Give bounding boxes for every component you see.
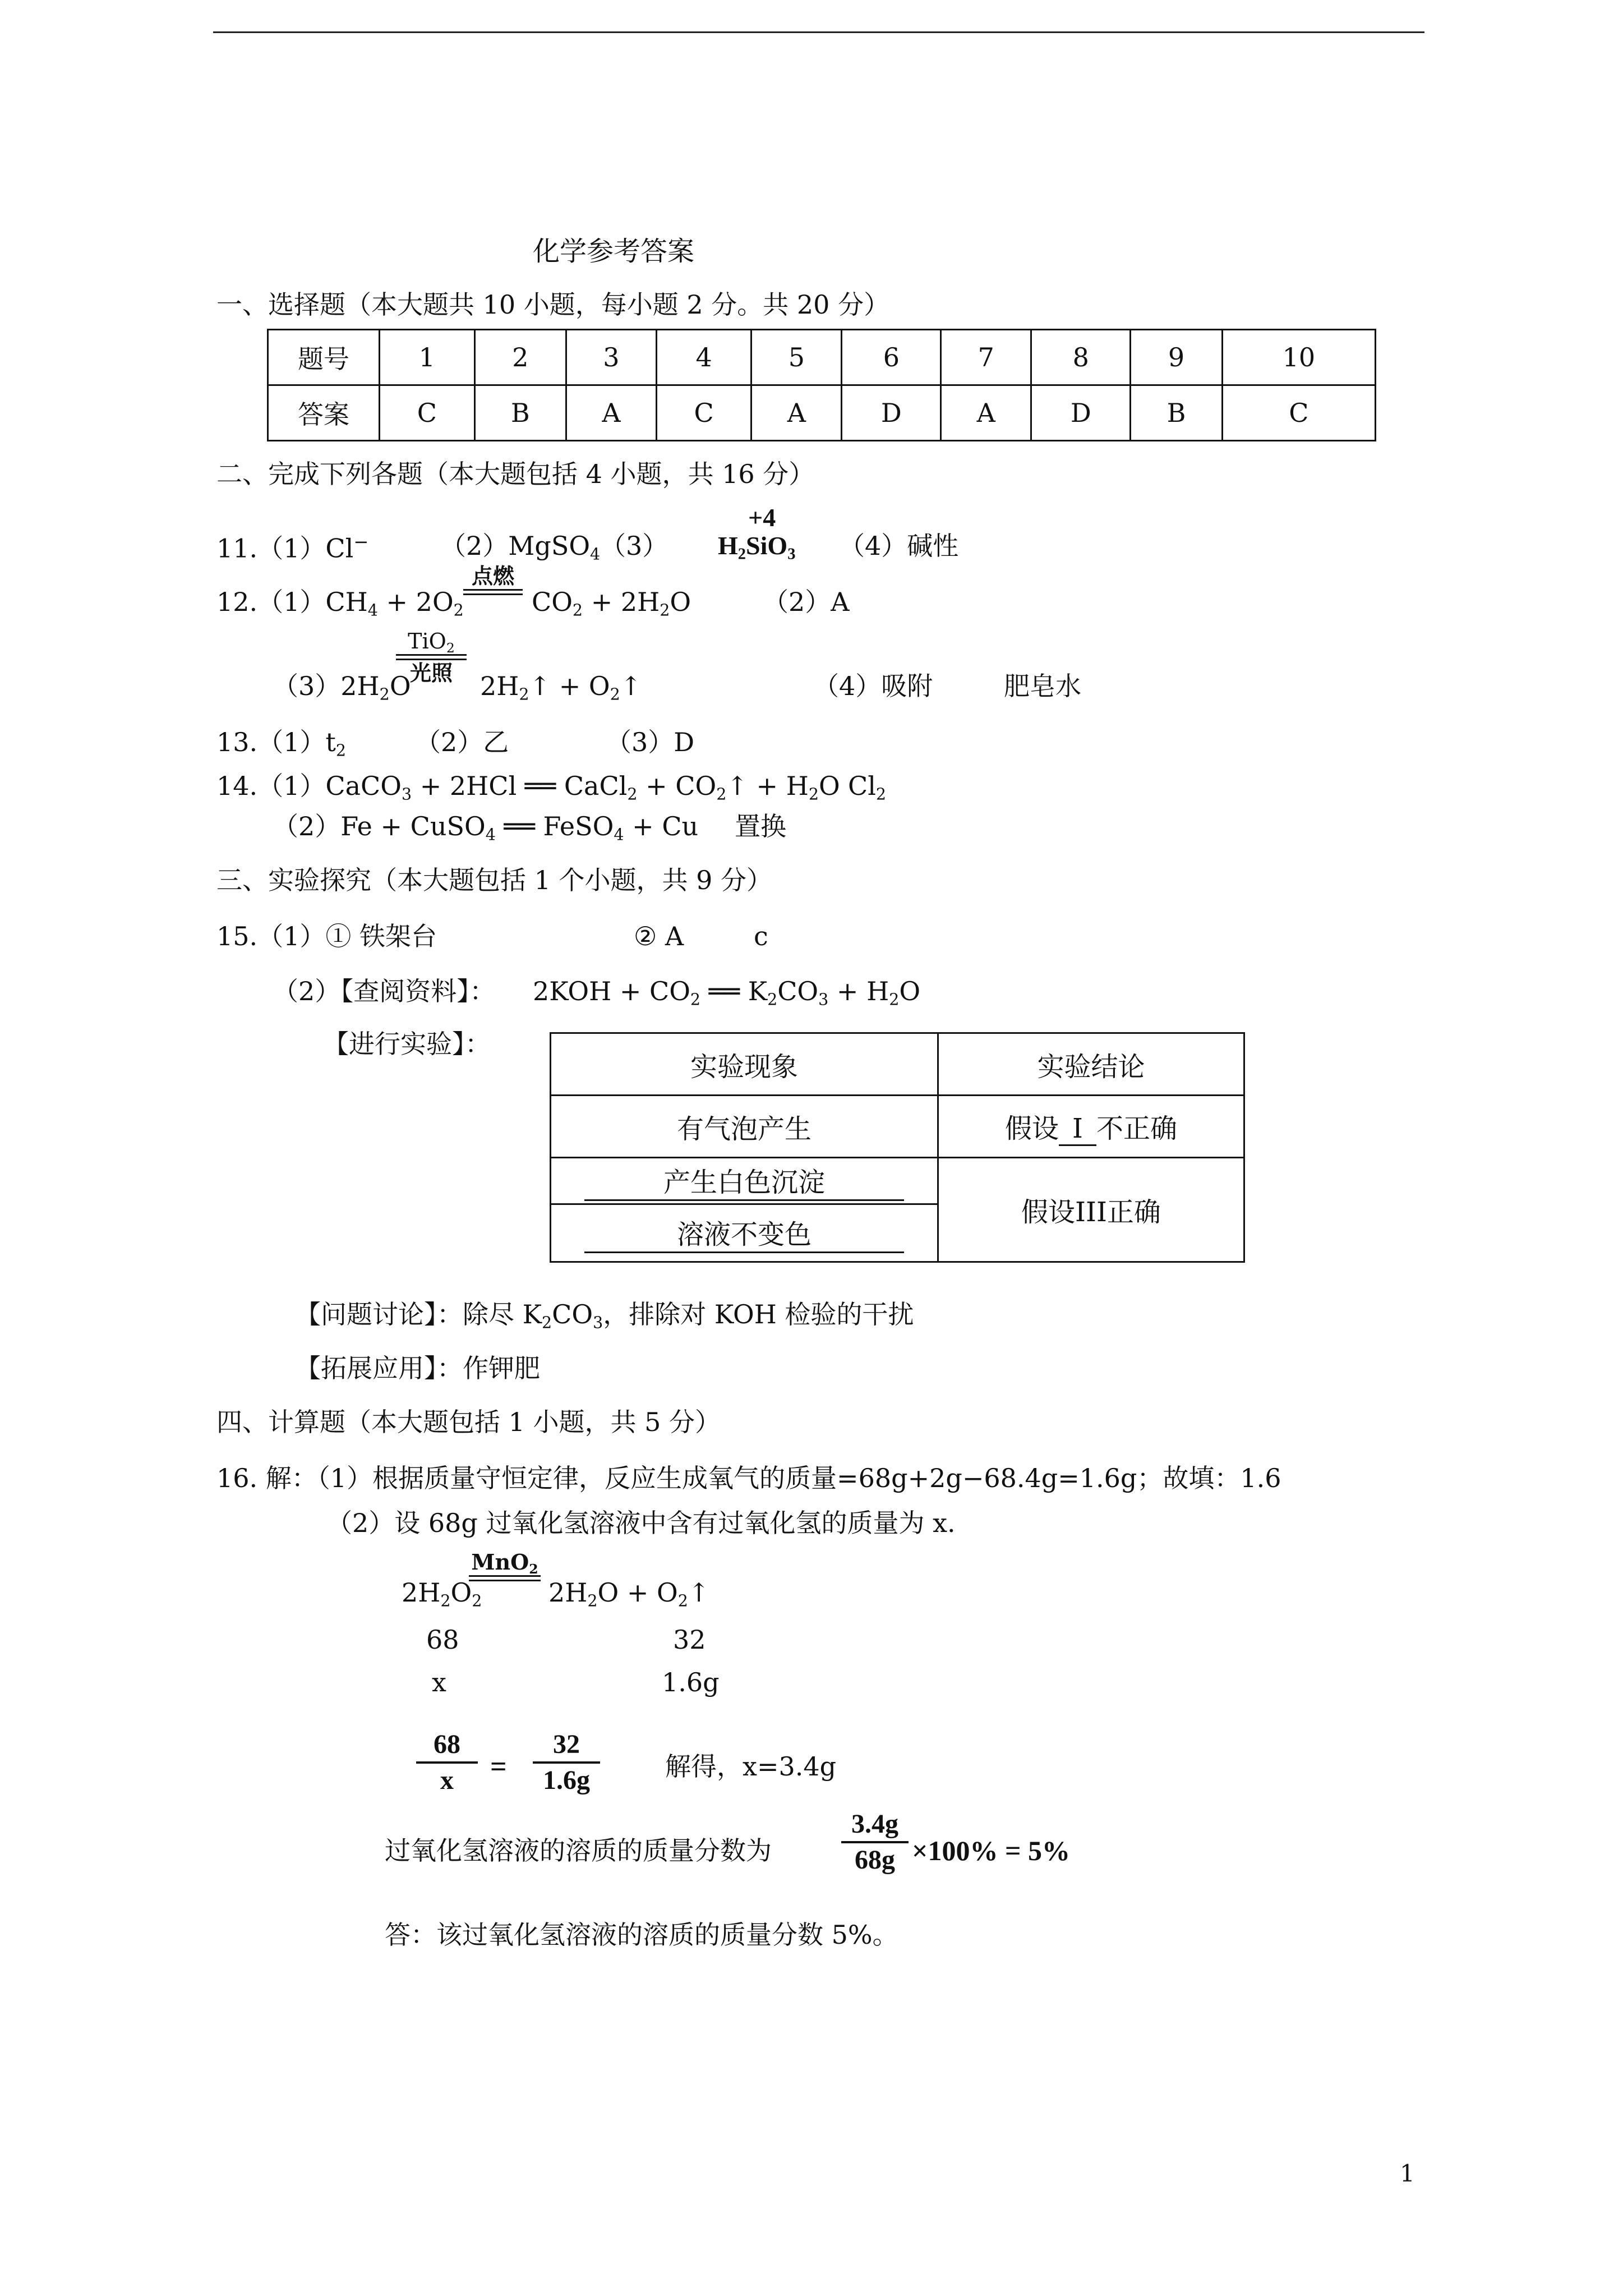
- table-cell: 有气泡产生: [551, 1096, 938, 1158]
- table-cell: A: [751, 385, 842, 441]
- table-row: [551, 1158, 1244, 1204]
- q12-line1-products: $CO_2 + 2H_2O$: [532, 587, 691, 620]
- table-cell: 答案: [268, 385, 380, 441]
- q12-soap-water: 肥皂水: [1004, 671, 1081, 701]
- q11-part2: （2）MgSO$_4$: [440, 531, 601, 564]
- header-rule: [213, 31, 1424, 33]
- table-cell: A: [941, 385, 1031, 441]
- table-header-cell: 实验结论: [938, 1033, 1244, 1096]
- q15-extension: 【拓展应用】：作钾肥: [295, 1353, 540, 1383]
- page-number: 1: [1400, 2160, 1415, 2187]
- table-cell: C: [380, 385, 475, 441]
- q13-part3: （3）D: [606, 727, 695, 757]
- section-1-heading: 一、选择题（本大题共 10 小题，每小题 2 分。共 20 分）: [216, 289, 890, 320]
- table-cell: 8: [1031, 330, 1131, 385]
- q16-solution: 解得，x=3.4g: [665, 1751, 837, 1782]
- q16-equation-right: $2H_2O$ + $O_2↑$: [548, 1577, 710, 1611]
- q14-line2: （2）Fe + CuSO$_4$ ══ FeSO$_4$ + Cu: [273, 811, 699, 844]
- q16-fraction-text: 过氧化氢溶液的溶质的质量分数为: [385, 1835, 772, 1866]
- section-3-heading: 三、实验探究（本大题包括 1 个小题，共 9 分）: [216, 865, 773, 895]
- table-cell: 7: [941, 330, 1031, 385]
- q12-line1: $12.(1)CH_4 + 2O_2$: [216, 587, 464, 620]
- reaction-condition-mno2: MnO$_2$: [469, 1552, 541, 1581]
- q15-experiment-label: 【进行实验】：: [323, 1029, 491, 1059]
- q13-part1: $13.(1)t_2$: [216, 727, 347, 760]
- q11-part4: （4）碱性: [839, 531, 959, 561]
- fraction-3-4g-over-68g: 3.4g 68g: [841, 1811, 909, 1874]
- fraction-32-over-1-6g: 32 1.6g: [533, 1731, 600, 1794]
- q16-equation-left: $2H_2O_2$: [402, 1577, 482, 1611]
- table-cell: B: [1131, 385, 1222, 441]
- q15-part1-b: ② A: [634, 921, 684, 951]
- q11-part1: 11.（1）Cl−: [216, 531, 369, 564]
- q15-discussion: 【问题讨论】：除尽 $K_2CO_3$，排除对 KOH 检验的干扰: [295, 1299, 914, 1332]
- q16-percentage: ×100% = 5%: [912, 1835, 1070, 1866]
- table-cell: 假设III正确: [938, 1158, 1244, 1262]
- table-cell: 1: [380, 330, 475, 385]
- table-cell: D: [842, 385, 941, 441]
- table-cell: 5: [751, 330, 842, 385]
- answer-table: [267, 329, 1376, 441]
- equals-sign: =: [490, 1751, 507, 1783]
- q12-part4: （4）吸附: [813, 671, 933, 701]
- table-cell: 题号: [268, 330, 380, 385]
- table-cell: A: [566, 385, 657, 441]
- table-cell: 2: [474, 330, 566, 385]
- q14-chlorine: $Cl_2$: [848, 771, 887, 804]
- table-cell: 产生白色沉淀: [551, 1158, 938, 1204]
- table-cell: B: [474, 385, 566, 441]
- table-header-cell: 实验现象: [551, 1033, 938, 1096]
- q16-known-mass: 1.6g: [662, 1667, 720, 1697]
- table-cell: 9: [1131, 330, 1222, 385]
- reaction-condition-tio2: TiO$_2$ 光照: [396, 631, 467, 684]
- table-row: [268, 330, 1376, 385]
- q14-line1: 14.（1）CaCO$_3$ + 2HCl ══ CaCl$_2$ + $CO_2↑ + H_2O$: [216, 771, 840, 804]
- table-cell: 4: [656, 330, 751, 385]
- q11-part3: （3）: [600, 531, 668, 561]
- table-cell: D: [1031, 385, 1131, 441]
- table-cell: 6: [842, 330, 941, 385]
- q15-part1: 15.（1）① 铁架台: [216, 921, 437, 951]
- q16-unknown: x: [432, 1667, 446, 1697]
- table-cell: 3: [566, 330, 657, 385]
- table-cell: C: [1222, 385, 1375, 441]
- q15-reference-equation: $2KOH + CO_2$ ══ $K_2CO_3 + H_2O$: [533, 976, 921, 1009]
- reaction-condition-ignite: 点燃: [463, 565, 523, 595]
- table-cell: 假设 I 不正确: [938, 1096, 1244, 1158]
- q15-reference-label: （2）【查阅资料】：: [273, 976, 496, 1006]
- table-row: [551, 1096, 1244, 1158]
- section-4-heading: 四、计算题（本大题包括 1 小题，共 5 分）: [216, 1407, 721, 1437]
- q15-part1-c: c: [754, 921, 768, 951]
- q14-reaction-type: 置换: [735, 811, 786, 841]
- q16-molar-mass-right: 32: [673, 1625, 706, 1655]
- experiment-table: [550, 1032, 1245, 1263]
- fraction-68-over-x: 68 x: [416, 1731, 478, 1794]
- table-cell: C: [656, 385, 751, 441]
- q16-molar-mass-left: 68: [426, 1625, 459, 1655]
- table-row: [551, 1033, 1244, 1096]
- table-cell: 10: [1222, 330, 1375, 385]
- table-cell: 溶液不变色: [551, 1204, 938, 1262]
- valence-mark: +4: [748, 503, 776, 532]
- q16-part1: 16. 解：（1）根据质量守恒定律，反应生成氧气的质量=68g+2g−68.4g=1.6g；故填：1.6: [216, 1463, 1281, 1493]
- q13-part2: （2）乙: [415, 727, 509, 757]
- q12-line2-products: $2H_2↑$ + $O_2↑$: [480, 671, 642, 704]
- q12-part2: （2）A: [763, 587, 850, 617]
- section-2-heading: 二、完成下列各题（本大题包括 4 小题，共 16 分）: [216, 459, 815, 489]
- q16-part2: （2）设 68g 过氧化氢溶液中含有过氧化氢的质量为 x.: [326, 1508, 956, 1538]
- q11-formula: $H_2SiO_3$: [718, 531, 796, 563]
- table-row: [268, 385, 1376, 441]
- q12-line2: $(3)2H_2O$: [273, 671, 411, 704]
- page-title: 化学参考答案: [533, 236, 695, 267]
- q16-answer: 答：该过氧化氢溶液的溶质的质量分数 5%。: [385, 1920, 898, 1950]
